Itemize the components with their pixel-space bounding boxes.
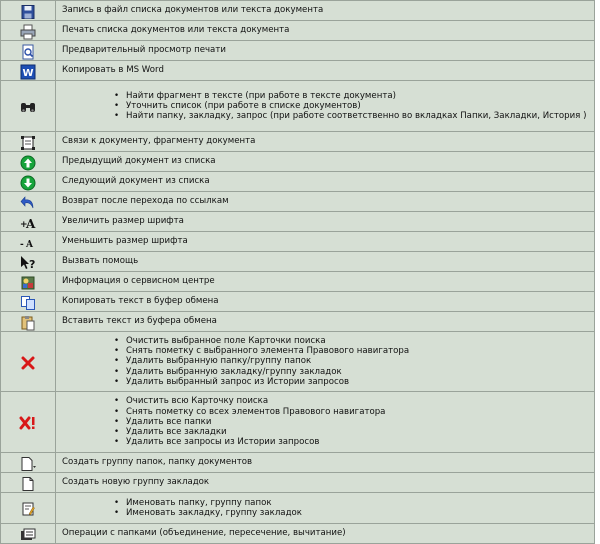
print-preview-icon bbox=[20, 44, 36, 60]
list-item: • Именовать папку, группу папок bbox=[114, 498, 594, 508]
icon-cell bbox=[1, 252, 56, 272]
icon-cell bbox=[1, 1, 56, 21]
font-decrease-icon bbox=[19, 236, 37, 250]
description-cell bbox=[56, 152, 595, 172]
icon-cell bbox=[1, 152, 56, 172]
list-item: • Уточнить список (при работе в списке документов) bbox=[114, 101, 594, 111]
icon-cell bbox=[1, 292, 56, 312]
help-pointer-icon bbox=[19, 255, 37, 271]
list-item: • Очистить всю Карточку поиска bbox=[114, 396, 594, 406]
description-text: Создать группу папок, папку документов bbox=[62, 457, 253, 467]
list-item: • Удалить все папки bbox=[114, 417, 594, 427]
description-text: Копировать в MS Word bbox=[62, 65, 164, 75]
description-text: Уменьшить размер шрифта bbox=[62, 236, 188, 246]
bullet-list bbox=[62, 498, 594, 518]
description-text: Информация о сервисном центре bbox=[62, 276, 215, 286]
table-body bbox=[1, 1, 595, 544]
description-cell bbox=[56, 493, 595, 524]
table-row bbox=[1, 493, 595, 524]
list-item: • Очистить выбранное поле Карточки поиска bbox=[114, 336, 594, 346]
svg-text:+: + bbox=[20, 219, 28, 230]
icon-cell bbox=[1, 21, 56, 41]
description-cell bbox=[56, 1, 595, 21]
description-text: Увеличить размер шрифта bbox=[62, 216, 184, 226]
icon-cell bbox=[1, 332, 56, 392]
new-folder-group-icon bbox=[19, 456, 37, 472]
description-text: Предыдущий документ из списка bbox=[62, 156, 216, 166]
icon-cell bbox=[1, 192, 56, 212]
description-text: Запись в файл списка документов или текста документа bbox=[62, 5, 324, 15]
folder-operations-icon bbox=[19, 527, 37, 543]
bullet-list bbox=[62, 396, 594, 447]
description-cell bbox=[56, 312, 595, 332]
description-text: Создать новую группу закладок bbox=[62, 477, 210, 487]
icon-cell bbox=[1, 392, 56, 453]
list-item: • Удалить все запросы из Истории запросов bbox=[114, 437, 594, 447]
table-row bbox=[1, 292, 595, 312]
ms-word-icon bbox=[20, 64, 36, 80]
description-cell bbox=[56, 453, 595, 473]
table-row bbox=[1, 21, 595, 41]
list-item: • Удалить выбранную закладку/группу закладок bbox=[114, 367, 594, 377]
description-cell bbox=[56, 192, 595, 212]
list-item: • Именовать закладку, группу закладок bbox=[114, 508, 594, 518]
clear-all-icon bbox=[19, 415, 37, 431]
icon-cell bbox=[1, 493, 56, 524]
icon-cell bbox=[1, 232, 56, 252]
svg-text:A: A bbox=[26, 216, 36, 230]
description-text: Вызвать помощь bbox=[62, 256, 139, 266]
table-row bbox=[1, 192, 595, 212]
printer-icon bbox=[19, 24, 37, 40]
description-text: Предварительный просмотр печати bbox=[62, 45, 226, 55]
table-row bbox=[1, 132, 595, 152]
description-cell bbox=[56, 332, 595, 392]
binoculars-icon bbox=[19, 100, 37, 114]
font-increase-icon bbox=[19, 216, 37, 230]
description-text: Возврат после перехода по ссылкам bbox=[62, 196, 229, 206]
svg-text:A: A bbox=[26, 239, 33, 250]
table-row bbox=[1, 152, 595, 172]
description-cell bbox=[56, 61, 595, 81]
table-row bbox=[1, 332, 595, 392]
list-item: • Удалить все закладки bbox=[114, 427, 594, 437]
description-cell bbox=[56, 232, 595, 252]
table-row bbox=[1, 1, 595, 21]
rename-icon bbox=[20, 501, 36, 517]
table-row bbox=[1, 453, 595, 473]
arrow-up-icon bbox=[20, 155, 36, 171]
description-text: Операции с папками (объединение, пересечение, вычитание) bbox=[62, 528, 346, 538]
description-cell bbox=[56, 132, 595, 152]
icon-cell bbox=[1, 272, 56, 292]
table-row bbox=[1, 524, 595, 544]
table-row bbox=[1, 172, 595, 192]
description-text: Следующий документ из списка bbox=[62, 176, 210, 186]
icon-cell bbox=[1, 312, 56, 332]
description-cell bbox=[56, 41, 595, 61]
icon-cell bbox=[1, 212, 56, 232]
list-item: • Найти папку, закладку, запрос (при работе соответственно во вкладках Папки, Закладки, История ) bbox=[114, 111, 594, 121]
description-cell bbox=[56, 81, 595, 132]
description-text: Печать списка документов или текста документа bbox=[62, 25, 290, 35]
description-cell bbox=[56, 524, 595, 544]
table-row bbox=[1, 473, 595, 493]
arrow-down-icon bbox=[20, 175, 36, 191]
description-text: Вставить текст из буфера обмена bbox=[62, 316, 217, 326]
icon-cell bbox=[1, 61, 56, 81]
description-cell bbox=[56, 272, 595, 292]
table-row bbox=[1, 61, 595, 81]
svg-text:-: - bbox=[20, 239, 24, 250]
copy-icon bbox=[20, 295, 36, 311]
paste-icon bbox=[20, 315, 36, 331]
svg-text:W: W bbox=[22, 67, 34, 79]
clear-x-icon bbox=[20, 355, 36, 371]
list-item: • Снять пометку с выбранного элемента Правового навигатора bbox=[114, 346, 594, 356]
return-arrow-icon bbox=[20, 195, 36, 211]
description-cell bbox=[56, 21, 595, 41]
icon-cell bbox=[1, 473, 56, 493]
list-item: • Удалить выбранный запрос из Истории запросов bbox=[114, 377, 594, 387]
list-item: • Удалить выбранную папку/группу папок bbox=[114, 356, 594, 366]
table-row bbox=[1, 392, 595, 453]
table-row bbox=[1, 252, 595, 272]
table-row bbox=[1, 272, 595, 292]
description-cell bbox=[56, 252, 595, 272]
description-text: Связи к документу, фрагменту документа bbox=[62, 136, 256, 146]
table-row bbox=[1, 41, 595, 61]
table-row bbox=[1, 81, 595, 132]
icon-cell bbox=[1, 453, 56, 473]
bullet-list bbox=[62, 336, 594, 387]
list-item: • Найти фрагмент в тексте (при работе в тексте документа) bbox=[114, 91, 594, 101]
description-cell bbox=[56, 172, 595, 192]
table-row bbox=[1, 212, 595, 232]
list-item: • Снять пометку со всех элементов Правового навигатора bbox=[114, 407, 594, 417]
svg-text:?: ? bbox=[29, 257, 36, 271]
description-cell bbox=[56, 473, 595, 493]
document-links-icon bbox=[20, 135, 36, 151]
description-cell bbox=[56, 392, 595, 453]
table-row bbox=[1, 232, 595, 252]
description-cell bbox=[56, 292, 595, 312]
new-bookmark-group-icon bbox=[20, 476, 36, 492]
bullet-list bbox=[62, 91, 594, 122]
description-cell bbox=[56, 212, 595, 232]
table-row bbox=[1, 312, 595, 332]
icon-cell bbox=[1, 524, 56, 544]
icon-cell bbox=[1, 172, 56, 192]
icon-cell bbox=[1, 132, 56, 152]
floppy-disk-icon bbox=[20, 5, 36, 19]
description-text: Копировать текст в буфер обмена bbox=[62, 296, 219, 306]
icon-cell bbox=[1, 81, 56, 132]
service-center-icon bbox=[20, 275, 36, 291]
icon-cell bbox=[1, 41, 56, 61]
